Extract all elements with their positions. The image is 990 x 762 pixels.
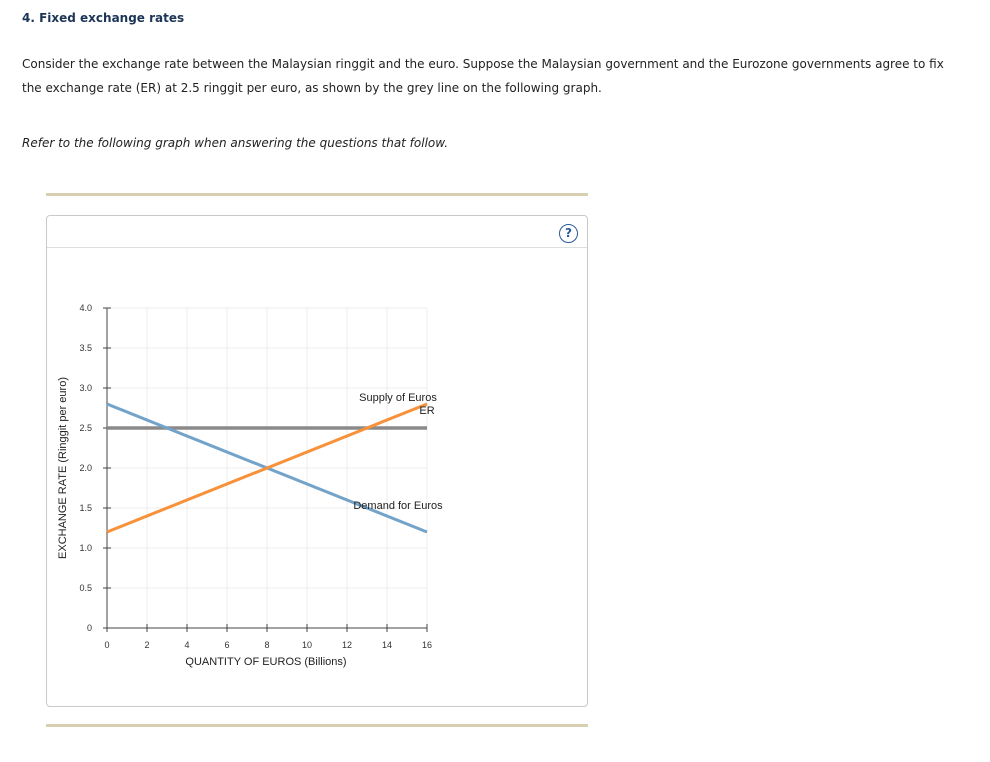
y-axis-title: EXCHANGE RATE (Ringgit per euro) — [57, 377, 69, 559]
x-tick-label: 12 — [341, 640, 353, 650]
page-heading: 4. Fixed exchange rates — [22, 11, 185, 25]
y-tick-label: 1.5 — [79, 503, 92, 513]
x-tick-label: 10 — [301, 640, 313, 650]
y-tick-label: 2.5 — [79, 423, 92, 433]
x-tick-label: 2 — [144, 640, 150, 650]
y-tick-label: 2.0 — [79, 463, 92, 473]
x-axis-title: QUANTITY OF EUROS (Billions) — [185, 656, 347, 668]
y-tick-label: 3.0 — [79, 383, 92, 393]
instruction-text: Refer to the following graph when answering the questions that follow. — [22, 136, 449, 150]
er-label: ER — [419, 405, 435, 417]
x-tick-label: 4 — [184, 640, 190, 650]
demand-for-euros-label: Demand for Euros — [353, 500, 443, 512]
x-tick-label: 6 — [224, 640, 230, 650]
x-tick-label: 16 — [421, 640, 433, 650]
y-tick-label: 1.0 — [79, 543, 92, 553]
help-icon[interactable]: ? — [559, 224, 578, 243]
y-tick-label: 4.0 — [79, 303, 92, 313]
y-tick-label: 0.5 — [79, 583, 92, 593]
y-tick-label: 3.5 — [79, 343, 92, 353]
x-tick-label: 14 — [381, 640, 393, 650]
question-paragraph: Consider the exchange rate between the Malaysian ringgit and the euro. Suppose the Malaysian government and the Eurozone governments agree to fix the exchange rate (ER) at 2.5 ringgit per euro, as shown by the grey line on the following graph. — [22, 57, 944, 95]
y-tick-label: 0 — [86, 623, 92, 633]
supply-of-euros-label: Supply of Euros — [359, 392, 437, 404]
bottom-divider — [46, 724, 588, 727]
x-tick-label: 0 — [104, 640, 110, 650]
x-tick-label: 8 — [264, 640, 270, 650]
